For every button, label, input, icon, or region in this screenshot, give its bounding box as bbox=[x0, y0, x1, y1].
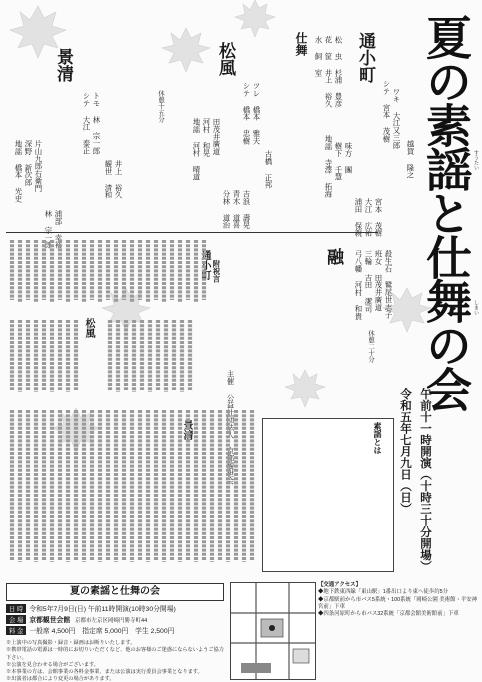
tsunemasa-jiutai-1: 地謡 寺澤 拓海 bbox=[324, 135, 333, 198]
matsukaze-jiutai-6: 吉浪 壽晃 bbox=[242, 190, 251, 229]
program-title-kagekiyo: 景清 bbox=[53, 48, 73, 82]
kagekiyo-jiutai-5: 浦部 幸裕 bbox=[54, 210, 63, 249]
date-value: 令和5年7月9日(日) 午前11時開演(10時30分開場) bbox=[29, 606, 176, 613]
tsunemasa-cast-4: 越賀 隆之 bbox=[406, 140, 415, 179]
ruby-suutai: すうたい bbox=[473, 150, 479, 170]
kagekiyo-jiutai-2: 深野 新次郎 bbox=[24, 140, 33, 186]
program-title-shimai: 仕舞 bbox=[294, 32, 308, 56]
map-drawing bbox=[231, 583, 315, 679]
tsunemasa-jiutai-4: 浦田 保親 bbox=[354, 198, 363, 237]
access-info bbox=[318, 582, 478, 678]
yuu-2: 三輪 吉田 潔司 bbox=[364, 250, 373, 313]
note-line: ※出演者は都合により変更の場合があります。 bbox=[6, 676, 115, 682]
story-title-matsukaze: 松風 bbox=[83, 318, 94, 338]
story-title-tsunemasa: 通小町 bbox=[199, 250, 210, 280]
access-line: ◆四条河原町から市バス32系統「京都会館美術館前」下車 bbox=[318, 611, 459, 618]
tsunemasa-jiutai-5: 大江 広祐 bbox=[364, 198, 373, 237]
yuu-4: 殺生石 鷲尾世志子 bbox=[384, 250, 393, 319]
matsukaze-jiutai-2: 河村 和晃 bbox=[202, 118, 211, 157]
kyukei-1: 休憩十五分 bbox=[157, 90, 165, 123]
bottom-event-title: 夏の素謡と仕舞の会 bbox=[6, 583, 224, 601]
program-title-yuu: 融 bbox=[323, 248, 343, 265]
ruby-shimai: しまい bbox=[473, 300, 479, 315]
matsukaze-jiutai-1: 地謡 河村 晴道 bbox=[192, 118, 201, 181]
tsunemasa-cast-1: シテ 宮本 茂樹 bbox=[382, 80, 391, 143]
shusai-label: 主催 公益社団法人 京都観世会 bbox=[226, 370, 235, 485]
venue-address: 京都市左京区岡崎円勝寺町44 bbox=[75, 618, 148, 624]
note-line: ※携帯電話の電源は一時的にお切りいただくなど、他のお客様のご迷惑にならないようご協力下さい。 bbox=[6, 647, 224, 661]
event-title: 夏の素謡と仕舞の会 bbox=[419, 14, 473, 410]
kagekiyo-jiutai-4: 林 宗一郎 bbox=[44, 210, 53, 249]
fuchiku-label: 附祝言 bbox=[212, 260, 221, 283]
kagekiyo-cast-5: 井上 裕久 bbox=[114, 160, 123, 199]
venue-label: 会 場 bbox=[6, 615, 26, 624]
kagekiyo-cast-4: 観世 清和 bbox=[104, 160, 113, 199]
shimai-2: 花 筐 井上 裕久 bbox=[324, 36, 333, 108]
tsunemasa-cast-2: ワキ 大江又三郎 bbox=[392, 88, 401, 149]
matsukaze-cast-1: シテ 橋本 忠樹 bbox=[242, 82, 251, 145]
kagekiyo-cast-1: シテ 大江 泰正 bbox=[82, 92, 91, 155]
note-line: ※公演を見合わせる場合がございます。 bbox=[6, 661, 99, 668]
matsukaze-cast-2: ツレ 橋本 雅夫 bbox=[252, 82, 261, 145]
note-line: ※上演中の写真撮影・録音・録画はお断りいたします。 bbox=[6, 640, 136, 646]
access-map bbox=[230, 582, 316, 680]
date-row bbox=[6, 603, 176, 613]
notes-block bbox=[6, 640, 226, 682]
note-line: ※本事業の方は、会館事業の各料金事業、または公演は実行委員会事業となります。 bbox=[6, 669, 203, 676]
shimai-3: 松 虫 杉浦 豊彦 bbox=[334, 36, 343, 108]
matsukaze-jiutai-5: 青木 道喜 bbox=[232, 190, 241, 229]
kagekiyo-jiutai-3: 片山九郎右衛門 bbox=[34, 140, 43, 192]
price-label: 料 金 bbox=[6, 626, 26, 635]
tsunemasa-jiutai-2: 樹下 千慧 bbox=[334, 142, 343, 181]
shimai-1: 水 飼 室 bbox=[314, 36, 323, 77]
matsukaze-cast-4: 古橋 正邦 bbox=[264, 150, 273, 189]
tsunemasa-jiutai-3: 味方 團 bbox=[344, 142, 353, 174]
yuu-1: 弓八幡 河村 和貴 bbox=[354, 250, 363, 320]
access-line: ◆京都駅前から市バス5系統・100系統「岡崎公園 美術館・平安神宮前」下車 bbox=[318, 596, 478, 610]
yuu-3: 班女 田茂井廣道 bbox=[374, 250, 383, 311]
access-title: 【交通アクセス】 bbox=[318, 582, 361, 588]
kagekiyo-cast-2: トモ 林 宗一郎 bbox=[92, 92, 101, 155]
program-title-tsunemasa: 通小町 bbox=[355, 32, 375, 83]
story-title-kagekiyo: 景清 bbox=[181, 420, 192, 440]
venue-row bbox=[6, 614, 147, 624]
suyo-heading: 素謡とは bbox=[373, 422, 383, 454]
access-line: ◆地下鉄東西線「東山駅」1番出口より東へ徒歩約5分 bbox=[318, 589, 448, 596]
kagekiyo-jiutai-1: 地謡 橋本 光史 bbox=[14, 140, 23, 203]
kyukei-2: 休憩二十分 bbox=[367, 330, 375, 363]
price-row bbox=[6, 625, 174, 635]
venue-value: 京都観世会館 bbox=[29, 617, 71, 624]
matsukaze-jiutai-4: 分林 道治 bbox=[222, 190, 231, 229]
matsukaze-jiutai-3: 田茂井廣道 bbox=[212, 118, 221, 155]
event-time: 午前十一時開演（十時三十分開場） bbox=[419, 388, 433, 572]
price-value: 一般席 4,500円 指定席 5,000円 学生 2,500円 bbox=[29, 628, 175, 635]
event-date: 令和五年七月九日（日） bbox=[399, 388, 413, 515]
date-label: 日 時 bbox=[6, 604, 26, 613]
tsunemasa-jiutai-6: 宮本 茂樹 bbox=[374, 198, 383, 237]
program-title-matsukaze: 松風 bbox=[215, 42, 235, 76]
